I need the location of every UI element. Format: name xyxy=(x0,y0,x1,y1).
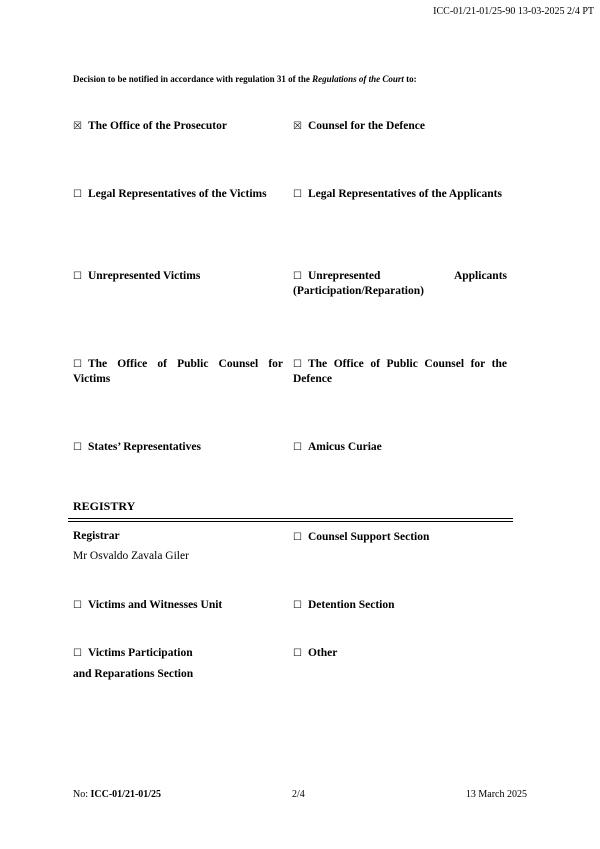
checkbox-icon: ☐ xyxy=(73,359,82,370)
recipient-unrepresented-applicants: ☐ Unrepresented Applicants (Participation/Reparation) xyxy=(293,270,507,297)
checkbox-icon: ☐ xyxy=(293,648,302,659)
footer-case-number: No: ICC-01/21-01/25 xyxy=(73,789,162,800)
recipient-defence: ☒ Counsel for the Defence xyxy=(293,120,425,132)
divider xyxy=(68,518,513,519)
recipient-opcv: ☐ The Office of Public Counsel for Victims xyxy=(73,358,283,385)
registry-detention: ☐ Detention Section xyxy=(293,599,395,611)
checkbox-icon: ☐ xyxy=(73,648,82,659)
notification-notice: Decision to be notified in accordance with regulation 31 of the Regulations of the Court to: xyxy=(73,74,417,84)
checked-box-icon: ☒ xyxy=(293,121,302,132)
divider xyxy=(68,521,513,522)
recipient-amicus-curiae: ☐ Amicus Curiae xyxy=(293,441,382,453)
registrar xyxy=(73,529,287,564)
checkbox-icon: ☐ xyxy=(73,442,82,453)
recipient-prosecutor: ☒ The Office of the Prosecutor xyxy=(73,120,227,132)
checked-box-icon: ☒ xyxy=(73,121,82,132)
checkbox-icon: ☐ xyxy=(73,600,82,611)
registrar-label: Registrar xyxy=(73,530,120,542)
registry-heading: REGISTRY xyxy=(73,499,136,513)
registry-counsel-support: ☐ Counsel Support Section xyxy=(293,531,430,543)
recipient-legal-reps-victims: ☐ Legal Representatives of the Victims xyxy=(73,188,267,200)
recipient-legal-reps-applicants: ☐ Legal Representatives of the Applicants xyxy=(293,188,502,200)
document-reference: ICC-01/21-01/25-90 13-03-2025 2/4 PT xyxy=(433,6,594,17)
recipient-states-representatives: ☐ States’ Representatives xyxy=(73,441,201,453)
footer-date: 13 March 2025 xyxy=(465,789,527,800)
checkbox-icon: ☐ xyxy=(293,600,302,611)
recipient-unrepresented-victims: ☐ Unrepresented Victims xyxy=(73,270,201,282)
registry-other: ☐ Other xyxy=(293,647,338,659)
checkbox-icon: ☐ xyxy=(73,189,82,200)
recipient-opcd: ☐ The Office of Public Counsel for the Defence xyxy=(293,358,507,385)
checkbox-icon: ☐ xyxy=(293,532,302,543)
checkbox-icon: ☐ xyxy=(293,271,302,282)
registrar-name: Mr Osvaldo Zavala Giler xyxy=(73,550,189,562)
registry-vwu: ☐ Victims and Witnesses Unit xyxy=(73,599,223,611)
registry-vprs: ☐ Victims Participation and Reparations Section xyxy=(73,647,194,680)
footer-page-number: 2/4 xyxy=(292,789,305,800)
checkbox-icon: ☐ xyxy=(293,189,302,200)
checkbox-icon: ☐ xyxy=(73,271,82,282)
checkbox-icon: ☐ xyxy=(293,359,302,370)
checkbox-icon: ☐ xyxy=(293,442,302,453)
